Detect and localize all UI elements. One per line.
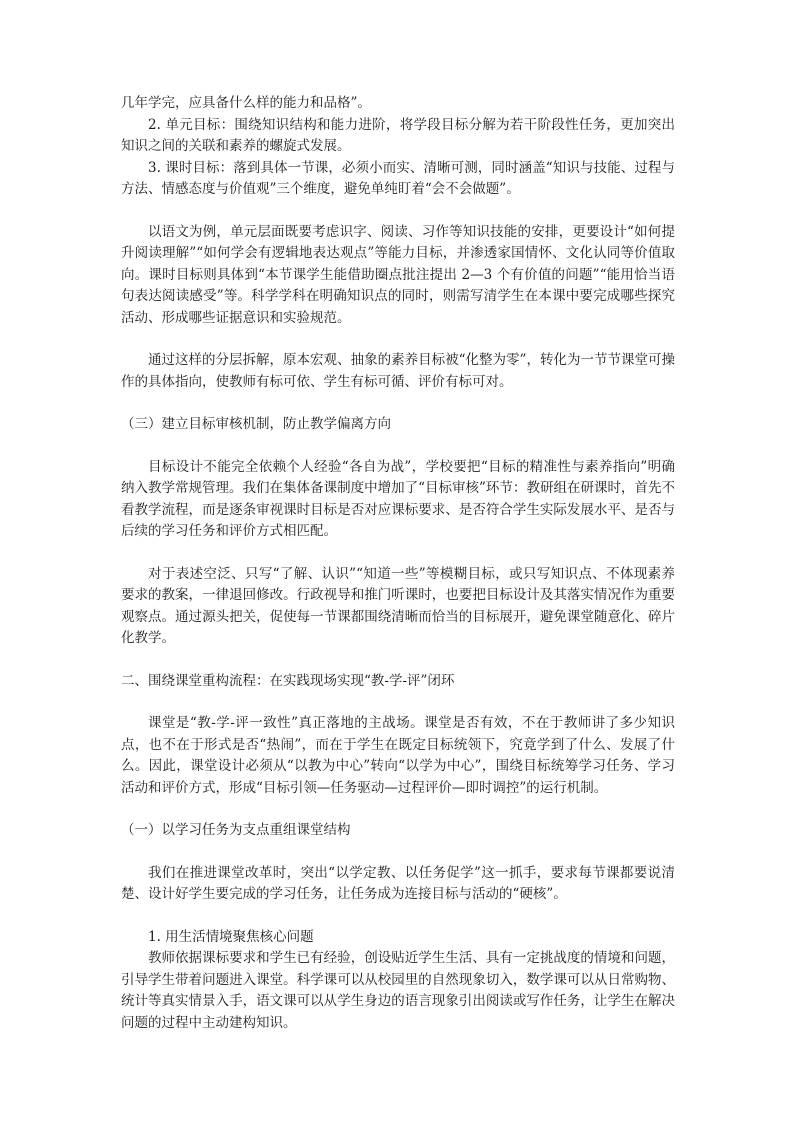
paragraph-continuation: 几年学完，应具备什么样的能力和品格”。 — [121, 95, 371, 111]
vague-goal-paragraph: 对于表述空泛、只写“了解、认识”“知道一些”等模糊目标，或只写知识点、不体现素养要求的教案，一律退回修改。行政视导和推门听课时，也要把目标设计及其落实情况作为重要观察点。通过源头把关，促使每一节课都围绕清晰而恰当的目标展开，避免课堂随意化、碎片化教学。 — [121, 565, 675, 646]
goal-review-paragraph: 目标设计不能完全依赖个人经验“各自为战”，学校要把“目标的精准性与素养指向”明确纳入教学常规管理。我们在集体备课制度中增加了“目标审核”环节：教研组在研课时，首先不看教学流程，而是逐条审视课时目标是否对应课标要求、是否符合学生实际发展水平、是否与后续的学习任务和评价方式相匹配。 — [121, 458, 675, 539]
section-heading-1: （一）以学习任务为支点重组课堂结构 — [121, 822, 351, 838]
chinese-example-paragraph: 以语文为例，单元层面既要考虑识字、阅读、习作等知识技能的安排，更要设计“如何提升阅读理解”“如何学会有逻辑地表达观点”等能力目标，并渗透家国情怀、文化认同等价值取向。课时目标则具体到“本节课学生能借助圈点批注提出 2—3 个有价值的问题”“能用恰当语句表达阅读感受”等。科学学科在明确知识点的同时，则需写清学生在本课中要完成哪些探究活动、形成哪些证据意识和实验规范。 — [121, 223, 675, 326]
classroom-paragraph: 课堂是“教-学-评一致性”真正落地的主战场。课堂是否有效，不在于教师讲了多少知识点，也不在于形式是否“热闹”，而在于学生在既定目标统领下，究竟学到了什么、发展了什么。因此，课堂设计必须从“以教为中心”转向“以学为中心”，围绕目标统筹学习任务、学习活动和评价方式，形成“目标引领—任务驱动—过程评价—即时调控”的运行机制。 — [121, 715, 675, 796]
life-context-paragraph: 教师依据课标要求和学生已有经验，创设贴近学生生活、具有一定挑战度的情境和问题，引导学生带着问题进入课堂。科学课可以从校园里的自然现象切入，数学课可以从日常购物、统计等真实情景入手，语文课可以从学生身边的语言现象引出阅读或写作任务，让学生在解决问题的过程中主动建构知识。 — [121, 950, 675, 1031]
life-context-heading: 1. 用生活情境聚焦核心问题 — [148, 928, 314, 945]
lesson-goal-item: 3. 课时目标：落到具体一节课，必须小而实、清晰可测，同时涵盖“知识与技能、过程与方法、情感态度与价值观”三个维度，避免单纯盯着“会不会做题”。 — [121, 159, 675, 197]
layered-breakdown-paragraph: 通过这样的分层拆解，原本宏观、抽象的素养目标被“化整为零”，转化为一节节课堂可操作的具体指向，使教师有标可依、学生有标可循、评价有标可对。 — [121, 352, 675, 390]
task-paragraph: 我们在推进课堂改革时，突出“以学定教、以任务促学”这一抓手，要求每节课都要说清楚、设计好学生要完成的学习任务，让任务成为连接目标与活动的“硬核”。 — [121, 864, 675, 902]
unit-goal-item: 2. 单元目标：围绕知识结构和能力进阶，将学段目标分解为若干阶段性任务，更加突出知识之间的关联和素养的螺旋式发展。 — [121, 116, 675, 154]
chapter-heading-2: 二、围绕课堂重构流程：在实践现场实现“教-学-评”闭环 — [121, 672, 455, 689]
document-page — [121, 93, 675, 1034]
section-heading-3: （三）建立目标审核机制，防止教学偏离方向 — [121, 416, 391, 432]
